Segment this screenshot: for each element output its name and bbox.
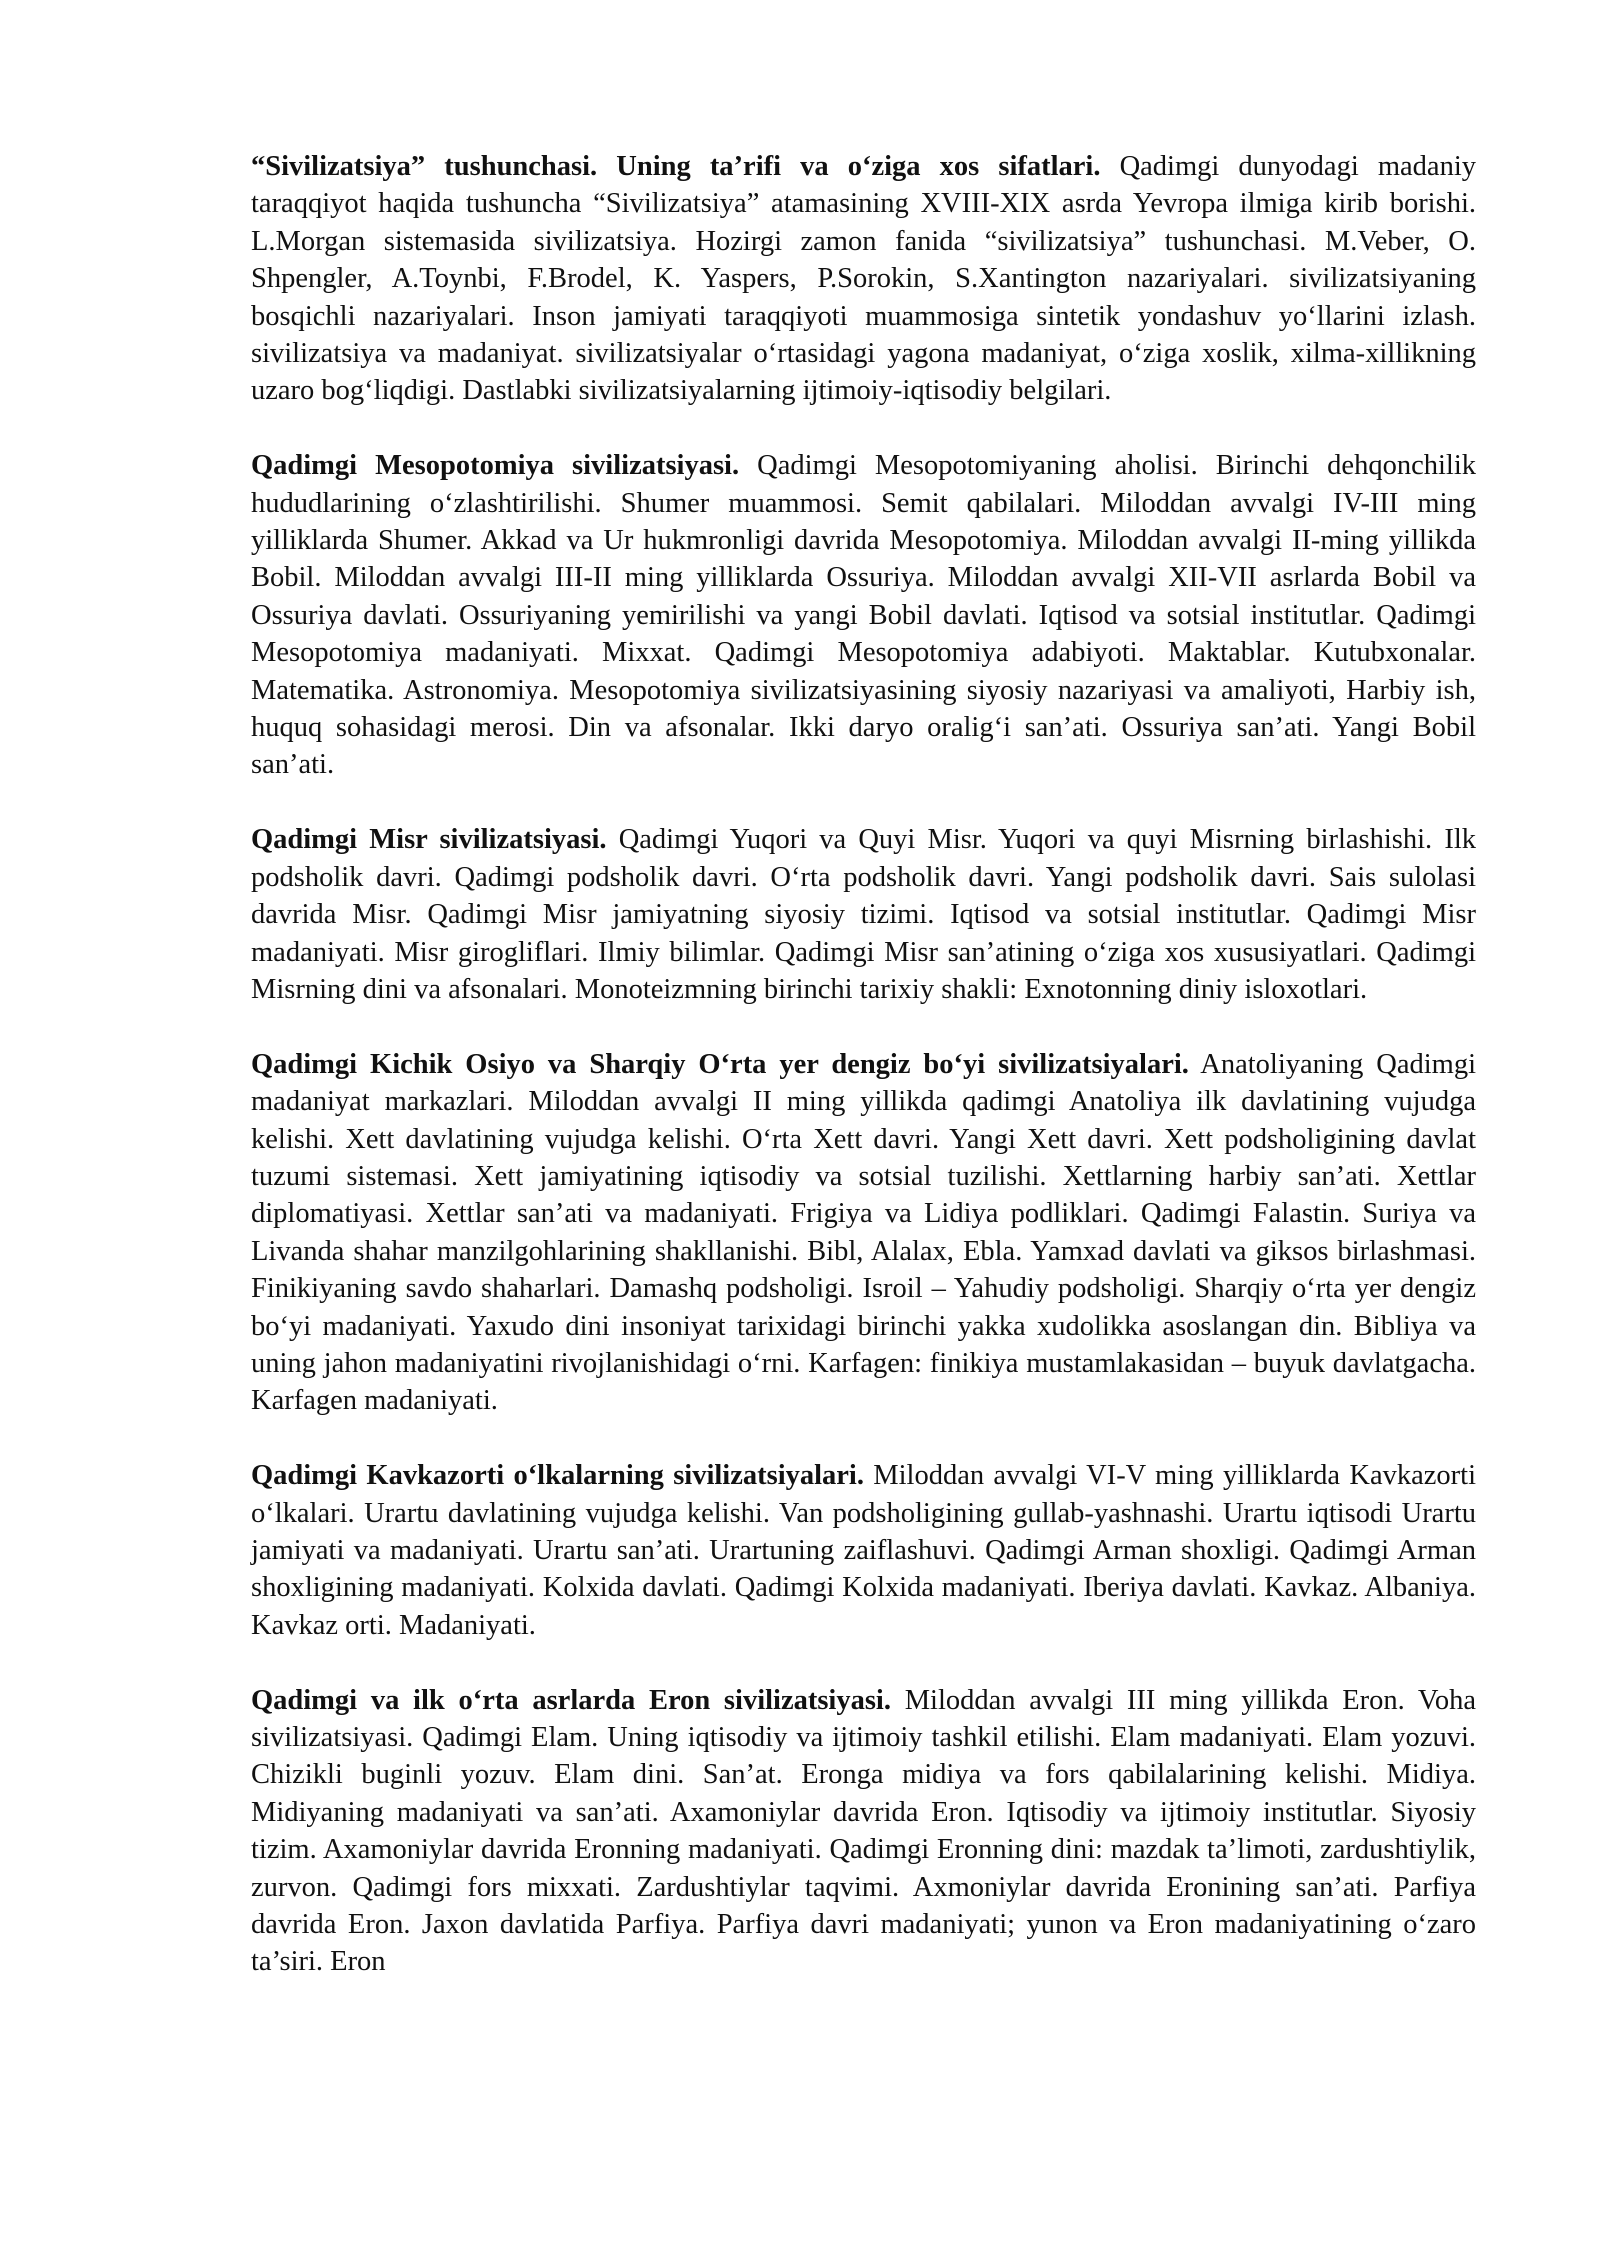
section-body: Miloddan avvalgi III ming yillikda Eron. Voha sivilizatsiyasi. Qadimgi Elam. Uning iqtisodiy va ijtimoiy tashkil etilishi. Elam madaniyati. Elam yozuvi. Chizikli buginli yozuv. Elam dini. San’at. Eronga midiya va fors qabilalarining kelishi. Midiya. Midiyaning madaniyati va san’ati. Axamoniylar davrida Eron. Iqtisodiy va ijtimoiy institutlar. Siyosiy tizim. Axamoniylar davrida Eronning madaniyati. Qadimgi Eronning dini: mazdak ta’limoti, zardushtiylik, zurvon. Qadimgi fors mixxati. Zardushtiylar taqvimi. Axmoniylar davrida Eronining san’ati. Parfiya davrida Eron. Jaxon davlatida Parfiya. Parfiya davri madaniyati; yunon va Eron madaniyatining o‘zaro ta’siri. Eron <box>251 1684 1476 1978</box>
document-page <box>251 148 1476 2018</box>
section-mesopotamia <box>251 447 1476 784</box>
section-egypt <box>251 821 1476 1008</box>
section-body: Miloddan avvalgi VI-V ming yilliklarda Kavkazorti o‘lkalari. Urartu davlatining vujudga kelishi. Van podsholigining gullab-yashnashi. Urartu iqtisodi Urartu jamiyati va madaniyati. Urartu san’ati. Urartuning zaiflashuvi. Qadimgi Arman shoxligi. Qadimgi Arman shoxligining madaniyati. Kolxida davlati. Qadimgi Kolxida madaniyati. Iberiya davlati. Kavkaz. Albaniya. Kavkaz orti. Madaniyati. <box>251 1460 1477 1641</box>
section-heading: Qadimgi Misr sivilizatsiyasi. <box>251 824 607 856</box>
section-body: Qadimgi Mesopotomiyaning aholisi. Birinchi dehqonchilik hududlarining o‘zlashtirilishi. Shumer muammosi. Semit qabilalari. Miloddan avvalgi IV-III ming yilliklarda Shumer. Akkad va Ur hukmronligi davrida Mesopotomiya. Miloddan avvalgi II-ming yillikda Bobil. Miloddan avvalgi III-II ming yilliklarda Ossuriya. Miloddan avvalgi XII-VII asrlarda Bobil va Ossuriya davlati. Ossuriyaning yemirilishi va yangi Bobil davlati. Iqtisod va sotsial institutlar. Qadimgi Mesopotomiya madaniyati. Mixxat. Qadimgi Mesopotomiya adabiyoti. Maktablar. Kutubxonalar. Matematika. Astronomiya. Mesopotomiya sivilizatsiyasining siyosiy nazariyasi va amaliyoti, Harbiy ish, huquq sohasidagi merosi. Din va afsonalar. Ikki daryo oralig‘i san’ati. Ossuriya san’ati. Yangi Bobil san’ati. <box>251 450 1476 781</box>
section-iran <box>251 1682 1476 1981</box>
section-heading: “Sivilizatsiya” tushunchasi. Uning ta’rifi va o‘ziga xos sifatlari. <box>251 151 1101 182</box>
section-civilization-concept <box>251 148 1476 410</box>
section-transcaucasia <box>251 1457 1476 1644</box>
section-heading: Qadimgi va ilk o‘rta asrlarda Eron sivilizatsiyasi. <box>251 1684 891 1716</box>
section-body: Qadimgi dunyodagi madaniy taraqqiyot haqida tushuncha “Sivilizatsiya” atamasining XVIII-XIX asrda Yevropa ilmiga kirib borishi. L.Morgan sistemasida sivilizatsiya. Hozirgi zamon fanida “sivilizatsiya” tushunchasi. M.Veber, O. Shpengler, A.Toynbi, F.Brodel, K. Yaspers, P.Sorokin, S.Xantington nazariyalari. sivilizatsiyaning bosqichli nazariyalari. Inson jamiyati taraqqiyoti muammosiga sintetik yondashuv yo‘llarini izlash. sivilizatsiya va madaniyat. sivilizatsiyalar o‘rtasidagi yagona madaniyat, o‘ziga xoslik, xilma-xillikning uzaro bog‘liqdigi. Dastlabki sivilizatsiyalarning ijtimoiy-iqtisodiy belgilari. <box>251 151 1476 407</box>
section-asia-minor <box>251 1046 1476 1420</box>
section-body: Qadimgi Yuqori va Quyi Misr. Yuqori va quyi Misrning birlashishi. Ilk podsholik davri. Qadimgi podsholik davri. O‘rta podsholik davri. Yangi podsholik davri. Sais sulolasi davrida Misr. Qadimgi Misr jamiyatning siyosiy tizimi. Iqtisod va sotsial institutlar. Qadimgi Misr madaniyati. Misr girogliflari. Ilmiy bilimlar. Qadimgi Misr san’atining o‘ziga xos xususiyatlari. Qadimgi Misrning dini va afsonalari. Monoteizmning birinchi tarixiy shakli: Exnotonning diniy isloxotlari. <box>251 824 1477 1005</box>
section-heading: Qadimgi Kavkazorti o‘lkalarning sivilizatsiyalari. <box>251 1460 864 1492</box>
section-heading: Qadimgi Mesopotomiya sivilizatsiyasi. <box>251 450 740 482</box>
section-heading: Qadimgi Kichik Osiyo va Sharqiy O‘rta yer dengiz bo‘yi sivilizatsiyalari. <box>251 1048 1189 1080</box>
section-body: Anatoliyaning Qadimgi madaniyat markazlari. Miloddan avvalgi II ming yillikda qadimgi Anatoliya ilk davlatining vujudga kelishi. Xett davlatining vujudga kelishi. O‘rta Xett davri. Yangi Xett davri. Xett podsholigining davlat tuzumi sistemasi. Xett jamiyatining iqtisodiy va sotsial tuzilishi. Xettlarning harbiy san’ati. Xettlar diplomatiyasi. Xettlar san’ati va madaniyati. Frigiya va Lidiya podliklari. Qadimgi Falastin. Suriya va Livanda shahar manzilgohlarining shakllanishi. Bibl, Alalax, Ebla. Yamxad davlati va giksos birlashmasi. Finikiyaning savdo shaharlari. Damashq podsholigi. Isroil – Yahudiy podsholigi. Sharqiy o‘rta yer dengiz bo‘yi madaniyati. Yaxudo dini insoniyat tarixidagi birinchi yakka xudolikka asoslangan din. Bibliya va uning jahon madaniyatini rivojlanishidagi o‘rni. Karfagen: finikiya mustamlakasidan – buyuk davlatgacha. Karfagen madaniyati. <box>251 1048 1476 1417</box>
